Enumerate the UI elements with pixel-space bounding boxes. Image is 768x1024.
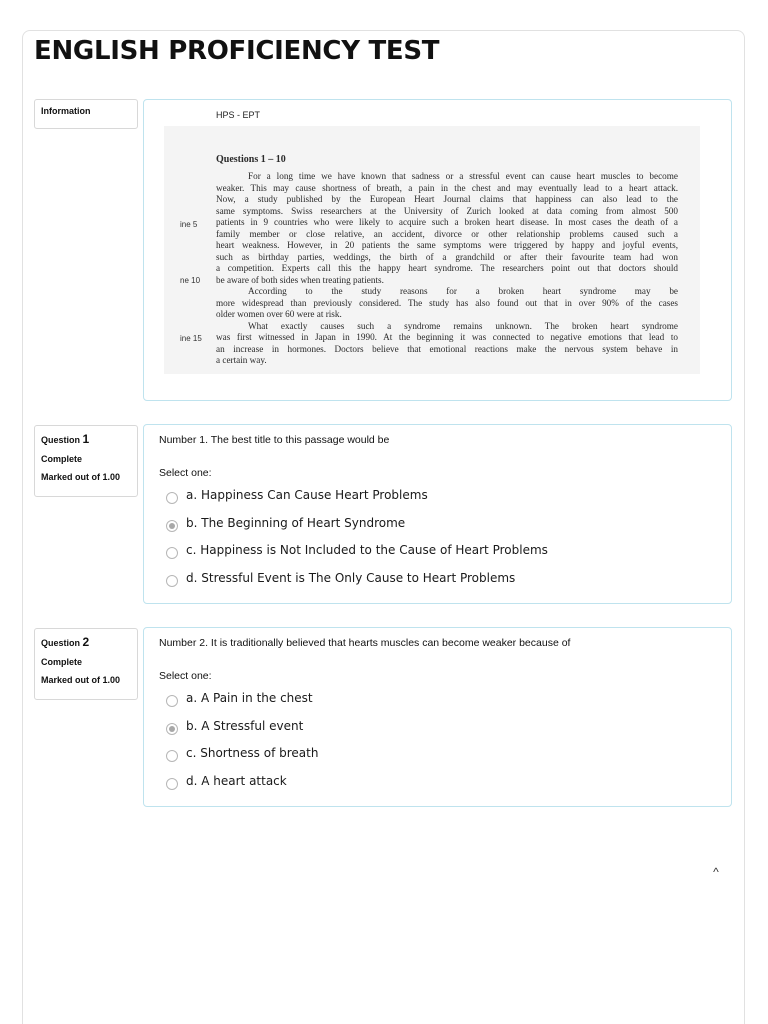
question-1-info <box>34 425 138 497</box>
question-marks: Marked out of 1.00 <box>41 472 121 482</box>
answer-option-label: a. A Pain in the chest <box>186 691 313 705</box>
passage-heading: Questions 1 – 10 <box>216 154 286 165</box>
radio-button[interactable] <box>166 778 178 790</box>
page-title: ENGLISH PROFICIENCY TEST <box>34 36 440 66</box>
passage-line: be aware of both sides when treating patients. <box>216 274 384 285</box>
passage-line: According to the study reasons for a broken heart syndrome may be <box>248 286 678 296</box>
passage-label: HPS - EPT <box>216 110 261 120</box>
information-label: Information <box>41 106 91 116</box>
passage-line: What exactly causes such a syndrome remains unknown. The broken heart syndrome <box>248 320 678 331</box>
question-status: Complete <box>41 657 83 667</box>
radio-button-selected[interactable] <box>166 520 178 532</box>
passage-line: heart weakness. However, in 20 patients the same symptoms were triggered by happy and joyful events, <box>216 240 678 250</box>
answer-option-d[interactable] <box>166 773 287 789</box>
passage-line: family member or close relative, an accident, divorce or other relationship problems caused such a <box>216 228 678 239</box>
passage-line: more widespread than previously considered. The study has also found out that in over 90% of the cases <box>216 297 678 308</box>
question-label: Question <box>41 435 81 445</box>
answer-option-d[interactable] <box>166 570 515 586</box>
radio-button[interactable] <box>166 575 178 587</box>
chevron-up-icon[interactable]: ^ <box>713 865 719 879</box>
select-one-label: Select one: <box>159 467 212 479</box>
passage-line: same symptoms. Swiss researchers at the University of Zurich looked at data coming from almost 500 <box>216 205 678 216</box>
passage-image <box>164 126 700 374</box>
answer-option-label: c. Happiness is Not Included to the Cause of Heart Problems <box>186 543 548 557</box>
passage-line: patients in 9 countries who were likely to acquire such a broken heart disease. In most cases the death of a <box>216 217 678 227</box>
answer-option-b[interactable] <box>166 718 303 734</box>
question-text: Number 2. It is traditionally believed that hearts muscles can become weaker because of <box>159 637 571 649</box>
information-sidebar <box>34 99 138 129</box>
passage-line: a certain way. <box>216 355 267 365</box>
question-number: 2 <box>82 635 90 649</box>
answer-option-b[interactable] <box>166 515 405 531</box>
passage-line: was first witnessed in Japan in 1990. At the beginning it was connected to negative emotions that lead to <box>216 332 678 342</box>
passage-line: weaker. This may cause shortness of breath, a pain in the chest and may eventually lead to a heart attack. <box>216 182 678 193</box>
select-one-label: Select one: <box>159 670 212 682</box>
passage-panel <box>143 99 732 401</box>
answer-option-label: d. A heart attack <box>186 774 287 788</box>
radio-button[interactable] <box>166 750 178 762</box>
line-marker-15: ine 15 <box>180 334 202 343</box>
answer-option-label: b. The Beginning of Heart Syndrome <box>186 516 406 530</box>
question-marks: Marked out of 1.00 <box>41 675 121 685</box>
line-marker-10: ne 10 <box>180 276 201 285</box>
question-2-info <box>34 628 138 700</box>
radio-button-selected[interactable] <box>166 723 178 735</box>
answer-option-label: d. Stressful Event is The Only Cause to Heart Problems <box>186 571 516 585</box>
question-1-panel <box>143 424 732 604</box>
passage-line: such as birthday parties, weddings, the birth of a grandchild or after their favourite team had won <box>216 251 678 262</box>
radio-button[interactable] <box>166 492 178 504</box>
answer-option-label: c. Shortness of breath <box>186 746 319 760</box>
question-label: Question <box>41 638 81 648</box>
passage-line: older women over 60 were at risk. <box>216 309 342 319</box>
answer-option-a[interactable] <box>166 690 313 706</box>
passage-line: Now, a study published by the European Heart Journal claims that happiness can also lead to the <box>216 194 678 204</box>
answer-option-c[interactable] <box>166 542 548 558</box>
passage-line: For a long time we have known that sadness or a stressful event can cause heart muscles to become <box>248 171 678 181</box>
passage-line: an increase in hormones. Doctors believe that emotional reactions make the nervous system behave in <box>216 343 678 354</box>
question-2-panel <box>143 627 732 807</box>
question-number: 1 <box>82 432 90 446</box>
question-text: Number 1. The best title to this passage would be <box>159 434 390 446</box>
passage-line: a competition. Experts call this the happy heart syndrome. The researchers point out that doctors should <box>216 263 678 273</box>
answer-option-label: a. Happiness Can Cause Heart Problems <box>186 488 428 502</box>
answer-option-label: b. A Stressful event <box>186 719 304 733</box>
answer-option-c[interactable] <box>166 745 318 761</box>
question-status: Complete <box>41 454 83 464</box>
radio-button[interactable] <box>166 547 178 559</box>
line-marker-5: ine 5 <box>180 220 198 229</box>
radio-button[interactable] <box>166 695 178 707</box>
answer-option-a[interactable] <box>166 487 428 503</box>
